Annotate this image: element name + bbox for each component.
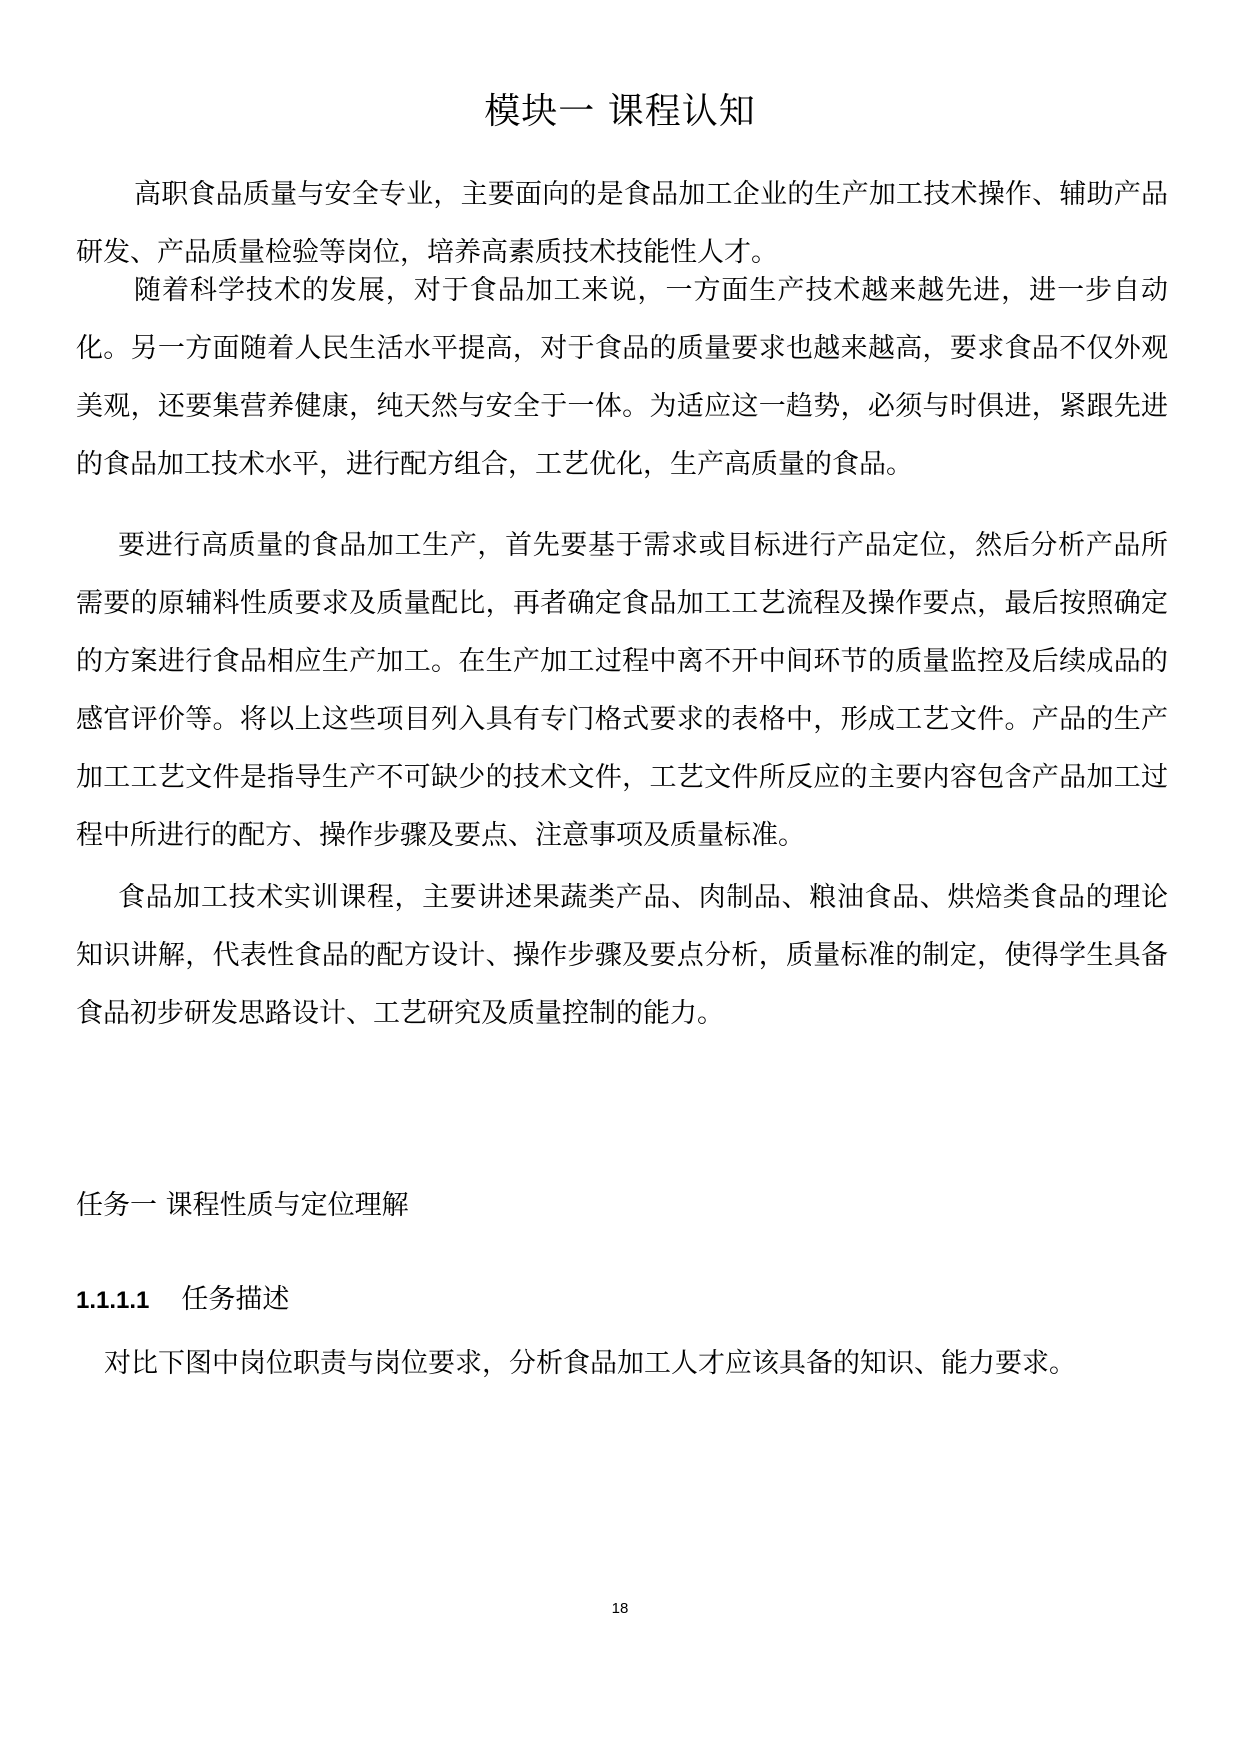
intro-block-3 bbox=[76, 517, 1168, 865]
paragraph-trend: 随着科学技术的发展，对于食品加工来说，一方面生产技术越来越先进，进一步自动化。另一方面随着人民生活水平提高，对于食品的质量要求也越来越高，要求食品不仅外观美观，还要集营养健康，纯天然与安全于一体。为适应这一趋势，必须与时俱进，紧跟先进的食品加工技术水平，进行配方组合，工艺优化，生产高质量的食品。 bbox=[76, 275, 1168, 480]
subsection-title: 任务描述 bbox=[181, 1284, 290, 1315]
subsection-number: 1.1.1.1 bbox=[76, 1287, 150, 1314]
module-title: 模块一 课程认知 bbox=[484, 91, 756, 132]
intro-block-2 bbox=[76, 262, 1168, 494]
page-number: 18 bbox=[611, 1600, 629, 1617]
paragraph-course: 食品加工技术实训课程，主要讲述果蔬类产品、肉制品、粮油食品、烘焙类食品的理论知识讲解，代表性食品的配方设计、操作步骤及要点分析，质量标准的制定，使得学生具备食品初步研发思路设计、工艺研究及质量控制的能力。 bbox=[76, 882, 1168, 1029]
paragraph-process: 要进行高质量的食品加工生产，首先要基于需求或目标进行产品定位，然后分析产品所需要的原辅料性质要求及质量配比，再者确定食品加工工艺流程及操作要点，最后按照确定的方案进行食品相应生产加工。在生产加工过程中离不开中间环节的质量监控及后续成品的感官评价等。将以上这些项目列入具有专门格式要求的表格中，形成工艺文件。产品的生产加工工艺文件是指导生产不可缺少的技术文件，工艺文件所反应的主要内容包含产品加工过程中所进行的配方、操作步骤及要点、注意事项及质量标准。 bbox=[76, 530, 1168, 851]
paragraph-intro: 高职食品质量与安全专业，主要面向的是食品加工企业的生产加工技术操作、辅助产品研发、产品质量检验等岗位，培养高素质技术技能性人才。 bbox=[76, 179, 1168, 268]
task-heading: 任务一 课程性质与定位理解 bbox=[76, 1190, 409, 1221]
task-description: 对比下图中岗位职责与岗位要求，分析食品加工人才应该具备的知识、能力要求。 bbox=[104, 1348, 1076, 1379]
intro-block-4 bbox=[76, 869, 1168, 1043]
subsection-heading bbox=[76, 1280, 289, 1321]
